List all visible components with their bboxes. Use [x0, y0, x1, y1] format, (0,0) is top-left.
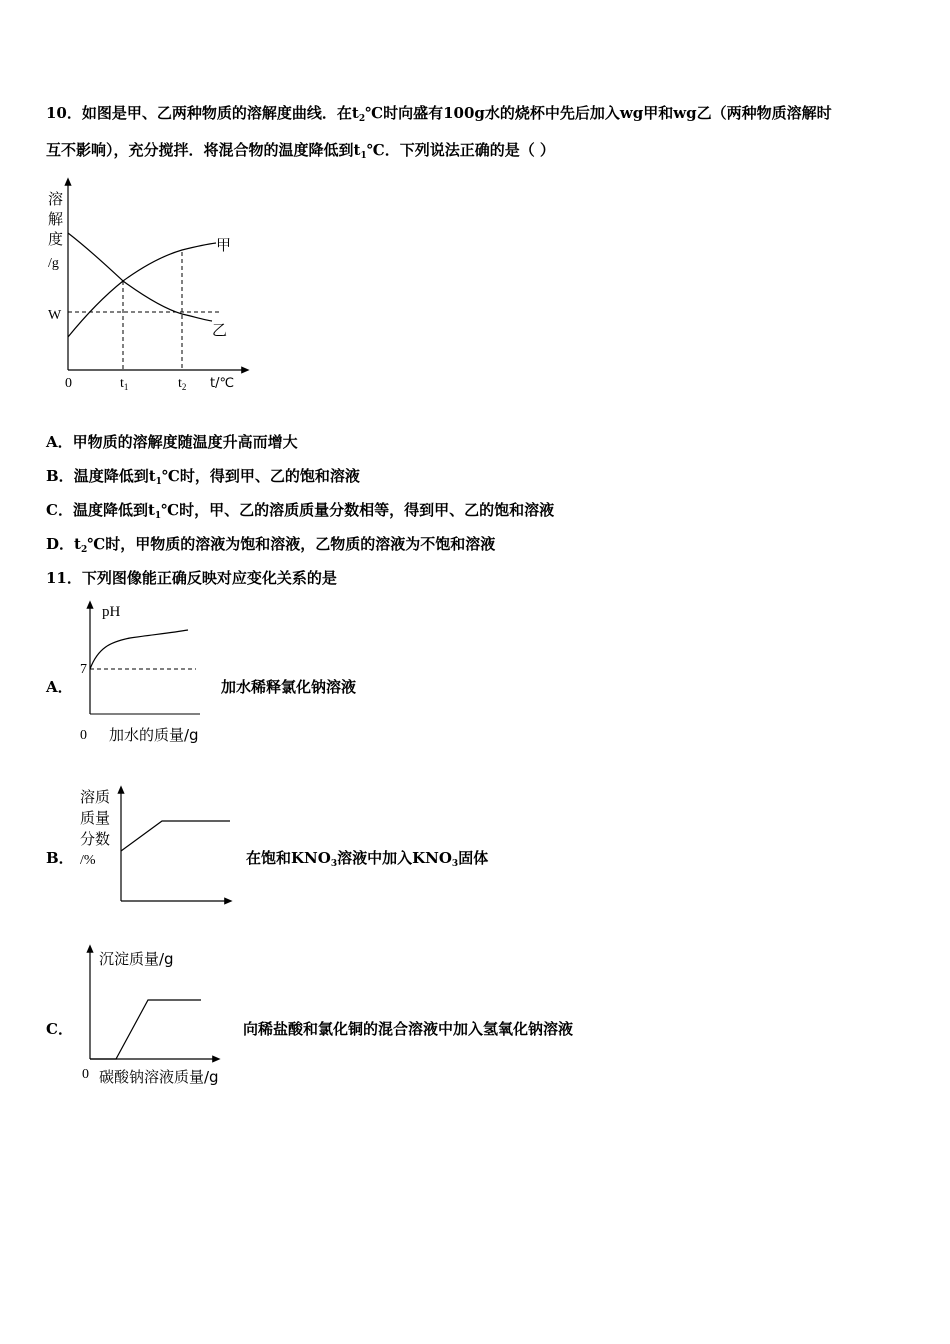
q10-w-label: W	[48, 308, 62, 323]
q10-option-a: A．甲物质的溶解度随温度升高而增大	[46, 433, 298, 451]
q11b-y-label-2: 质量	[80, 809, 111, 827]
q11a-ph-curve	[90, 630, 188, 669]
q11-option-b-desc: 在饱和$KNO_3$溶液中加入$KNO_3$固体	[246, 849, 489, 869]
q10-y-label-4: /g	[48, 256, 59, 271]
q11-option-b-label: B．	[46, 849, 74, 867]
q10-curve-jia	[68, 243, 216, 337]
q10-curve-jia-label: 甲	[216, 236, 232, 254]
q10-curve-yi-label: 乙	[212, 321, 228, 339]
q11b-line	[121, 821, 230, 851]
q10-y-label-3: 度	[48, 230, 64, 248]
q11c-origin-label: 0	[82, 1067, 89, 1082]
q10-option-c: C．温度降低到$t_1℃$时，甲、乙的溶质质量分数相等，得到甲、乙的饱和溶液	[46, 501, 555, 521]
q11c-line	[90, 1000, 201, 1059]
q10-y-label-2: 解	[48, 210, 64, 228]
q10-solubility-figure	[40, 175, 260, 400]
q11-stem: 11．下列图像能正确反映对应变化关系的是	[46, 569, 337, 587]
q11c-x-label: 碳酸钠溶液质量/g	[99, 1068, 219, 1086]
q10-t1-label: $t_1$	[120, 376, 129, 392]
q11-figure-b	[76, 783, 236, 908]
q10-origin-label: 0	[65, 376, 72, 391]
q11-option-a-desc: 加水稀释氯化钠溶液	[221, 678, 357, 696]
q10-stem-line1: 10．如图是甲、乙两种物质的溶解度曲线．在$t_2℃$时向盛有100g水的烧杯中先后加入wg甲和wg乙（两种物质溶解时	[46, 104, 832, 124]
q11-figure-c	[76, 942, 251, 1092]
q11-option-c-label: C．	[46, 1020, 73, 1038]
q10-stem-line2: 互不影响），充分搅拌．将混合物的温度降低到$t_1℃$．下列说法正确的是（ ）	[46, 141, 555, 161]
q11b-y-label-4: /%	[80, 853, 96, 868]
q11a-x-label: 加水的质量/g	[109, 726, 199, 744]
q10-t2-label: $t_2$	[178, 376, 187, 392]
q10-option-d: D．$t_2℃$时，甲物质的溶液为饱和溶液，乙物质的溶液为不饱和溶液	[46, 535, 496, 555]
q10-option-b: B．温度降低到$t_1℃$时，得到甲、乙的饱和溶液	[46, 467, 360, 487]
q10-x-axis-label: t/℃	[210, 376, 235, 391]
q11b-y-label-3: 分数	[80, 830, 111, 848]
q11-figure-a	[70, 598, 220, 748]
q11a-y-label: pH	[102, 604, 121, 620]
q11a-origin-label: 0	[80, 728, 87, 743]
q10-y-label-1: 溶	[48, 190, 64, 208]
q10-curve-yi	[68, 233, 212, 321]
q11-option-c-desc: 向稀盐酸和氯化铜的混合溶液中加入氢氧化钠溶液	[243, 1020, 574, 1038]
q11c-y-label: 沉淀质量/g	[99, 950, 174, 968]
q11-option-a-label: A．	[46, 678, 73, 696]
q11a-seven-label: 7	[80, 662, 87, 677]
q11b-y-label-1: 溶质	[80, 788, 111, 806]
